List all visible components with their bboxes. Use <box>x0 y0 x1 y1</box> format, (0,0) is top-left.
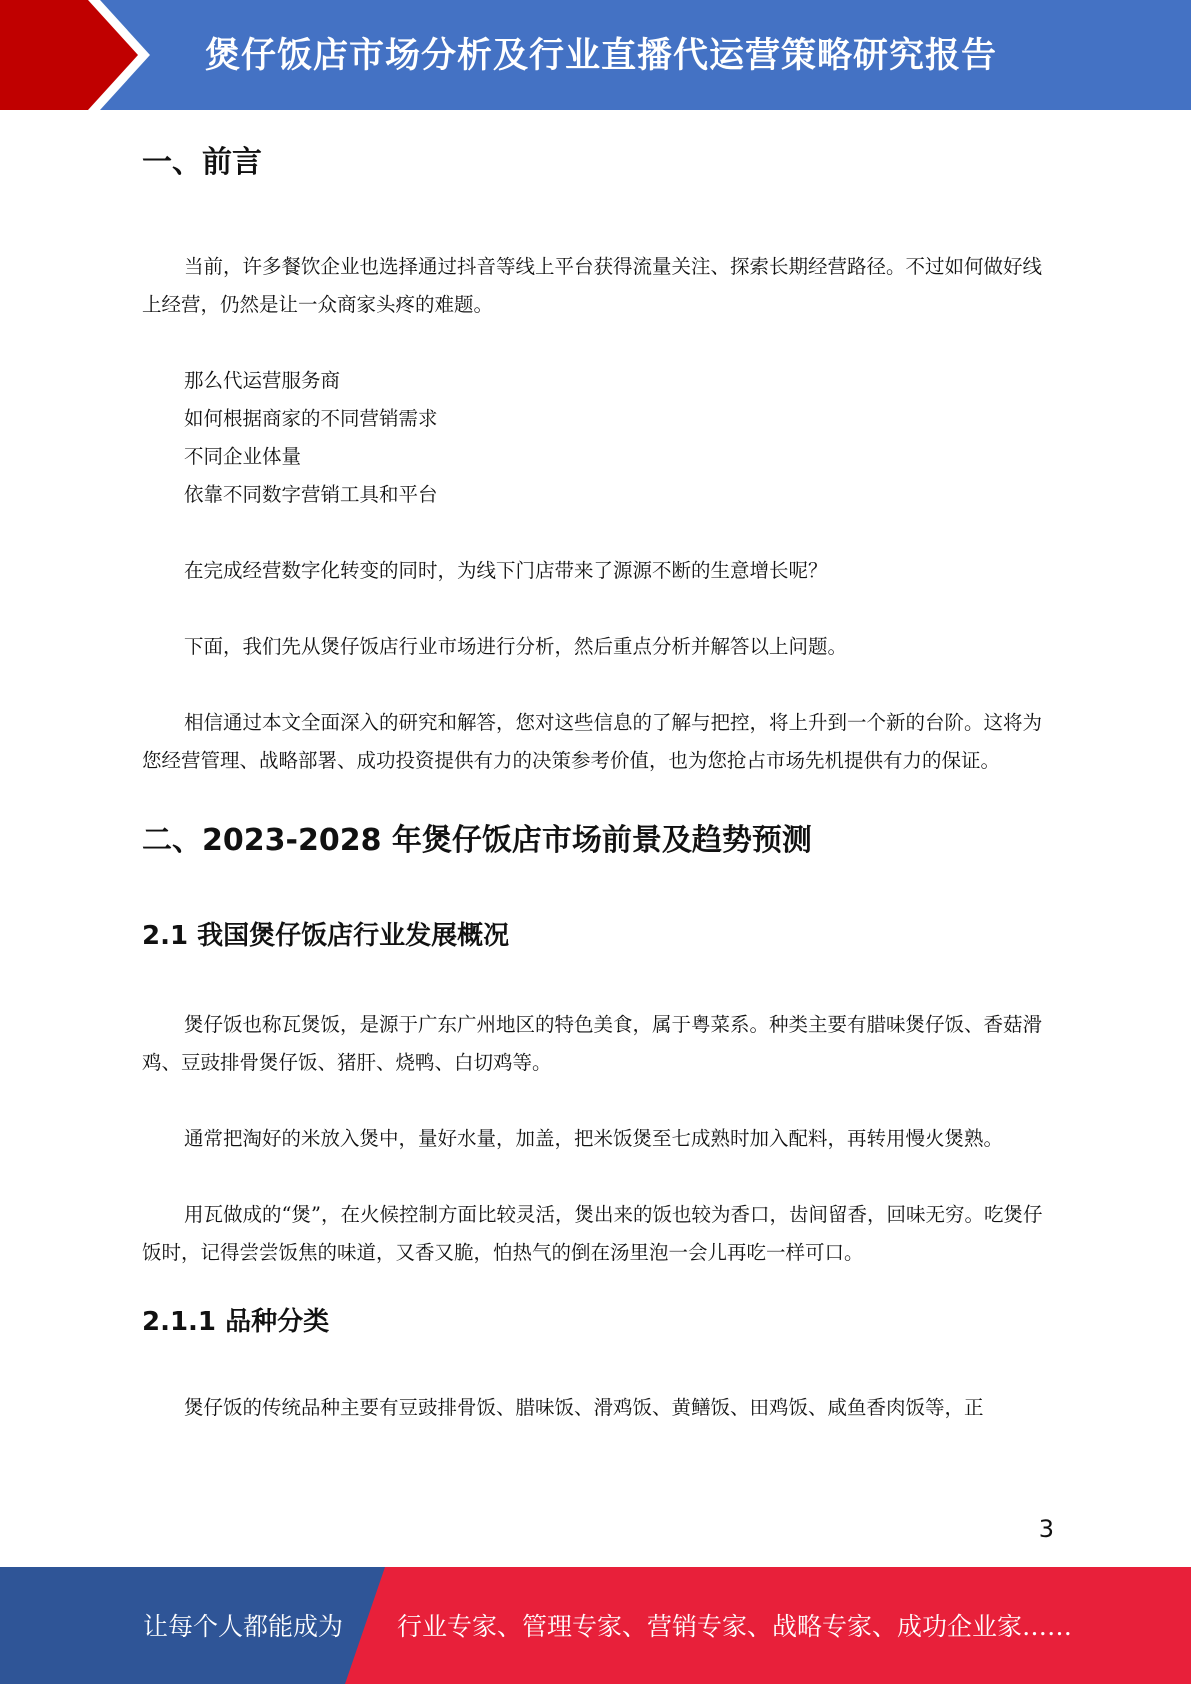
list-item: 如何根据商家的不同营销需求 <box>184 407 438 430</box>
forecast-heading: 二、2023-2028 年煲仔饭店市场前景及趋势预测 <box>142 823 812 858</box>
preface-paragraph-3: 下面，我们先从煲仔饭店行业市场进行分析，然后重点分析并解答以上问题。 <box>184 635 848 658</box>
list-item: 依靠不同数字营销工具和平台 <box>184 483 438 506</box>
varieties-paragraph-1: 煲仔饭的传统品种主要有豆豉排骨饭、腊味饭、滑鸡饭、黄鳝饭、田鸡饭、咸鱼香肉饭等，正 <box>184 1395 984 1419</box>
list-item: 那么代运营服务商 <box>184 369 341 392</box>
document-body <box>142 130 1047 1427</box>
overview-paragraph-2: 通常把淘好的米放入煲中，量好水量，加盖，把米饭煲至七成熟时加入配料，再转用慢火煲熟。 <box>184 1127 1004 1151</box>
preface-heading: 一、前言 <box>142 145 262 180</box>
preface-paragraph-2: 在完成经营数字化转变的同时，为线下门店带来了源源不断的生意增长呢？ <box>184 559 828 582</box>
varieties-heading: 2.1.1 品种分类 <box>142 1307 330 1338</box>
report-title: 煲仔饭店市场分析及行业直播代运营策略研究报告 <box>205 36 998 76</box>
list-item: 不同企业体量 <box>184 445 302 468</box>
preface-paragraph-4: 相信通过本文全面深入的研究和解答，您对这些信息的了解与把控，将上升到一个新的台阶。这将为您经营管理、战略部署、成功投资提供有力的决策参考价值，也为您抢占市场先机提供有力的保证。 <box>142 711 1043 772</box>
overview-paragraph-1: 煲仔饭也称瓦煲饭，是源于广东广州地区的特色美食，属于粤菜系。种类主要有腊味煲仔饭、香菇滑鸡、豆豉排骨煲仔饭、猪肝、烧鸭、白切鸡等。 <box>142 1013 1043 1075</box>
overview-paragraph-3: 用瓦做成的“煲”，在火候控制方面比较灵活，煲出来的饭也较为香口，齿间留香，回味无穷。吃煲仔饭时，记得尝尝饭焦的味道，又香又脆，怕热气的倒在汤里泡一会儿再吃一样可口。 <box>142 1203 1043 1265</box>
footer-slogan-left: 让每个人都能成为 <box>143 1612 344 1641</box>
page-footer <box>0 1567 1191 1684</box>
preface-paragraph-1: 当前，许多餐饮企业也选择通过抖音等线上平台获得流量关注、探索长期经营路径。不过如何做好线上经营，仍然是让一众商家头疼的难题。 <box>142 255 1043 316</box>
overview-heading: 2.1 我国煲仔饭店行业发展概况 <box>142 921 510 951</box>
page-number: 3 <box>1038 1515 1054 1543</box>
footer-slogan-right: 行业专家、管理专家、营销专家、战略专家、成功企业家…… <box>397 1612 1073 1641</box>
page-header <box>0 0 1191 110</box>
preface-question-list <box>142 362 1047 514</box>
